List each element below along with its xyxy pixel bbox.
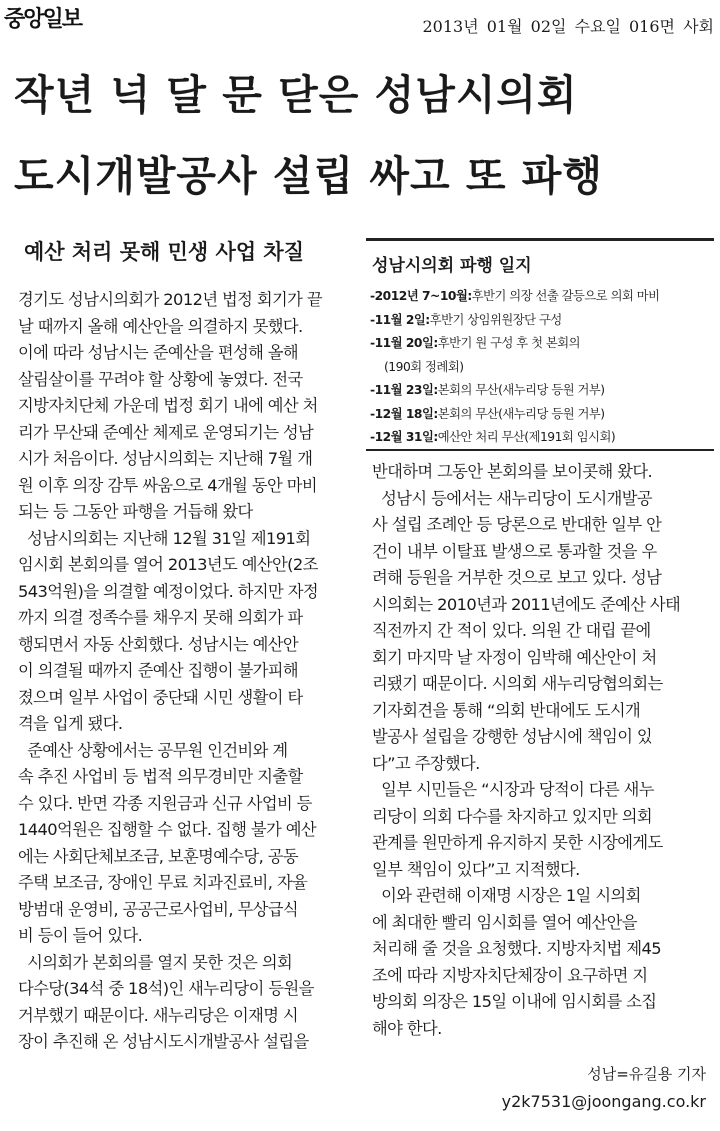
timeline-text: 후반기 원 구성 후 첫 본회의 xyxy=(437,336,581,350)
headline-line-1: 작년 넉 달 문 닫은 성남시의회 xyxy=(14,71,578,119)
article-line: 장이 추진해 온 성남시도시개발공사 설립을 xyxy=(18,1032,309,1051)
dateline: 2013년 01월 02일 수요일 016면 사회 xyxy=(422,17,714,36)
article-line: 되는 등 그동안 파행을 거듭해 왔다 xyxy=(18,502,253,521)
reporter-email: y2k7531@joongang.co.kr xyxy=(501,1092,706,1111)
subheadline: 예산 처리 못해 민생 사업 차질 xyxy=(24,240,304,264)
timeline-item xyxy=(370,285,714,309)
timeline-title: 성남시의회 파행 일지 xyxy=(372,256,532,276)
article-line: 543억원)을 의결할 예정이었다. 하지만 자정 xyxy=(18,581,318,601)
article-line: 성남시 등에서는 새누리당이 도시개발공 xyxy=(372,488,653,508)
timeline-text: 본회의 무산(새누리당 등원 거부) xyxy=(437,383,605,397)
article-line: 방의회 의장은 15일 이내에 임시회를 소집 xyxy=(372,992,657,1011)
article-column-left xyxy=(18,287,358,1056)
headline-line-2: 도시개발공사 설립 싸고 또 파행 xyxy=(14,152,603,200)
timeline-item xyxy=(370,309,714,333)
newspaper-logo: 중앙일보 xyxy=(4,7,82,32)
article-line: 경기도 성남시의회가 2012년 법정 회기가 끝 xyxy=(18,290,322,309)
article-line: 수 있다. 반면 각종 지원금과 신규 사업비 등 xyxy=(18,793,312,813)
timeline-list xyxy=(370,285,714,450)
article-line: 발공사 설립을 강행한 성남시에 책임이 있 xyxy=(372,727,653,746)
timeline-text: (190회 정례회) xyxy=(384,359,464,374)
article-line: 날 때까지 올해 예산안을 의결하지 못했다. xyxy=(18,316,303,336)
article-line: 에 최대한 빨리 임시회를 열어 예산안을 xyxy=(372,912,637,932)
article-line: 임시회 본회의를 열어 2013년도 예산안(2조 xyxy=(18,555,318,574)
article-line: 이에 따라 성남시는 준예산을 편성해 올해 xyxy=(18,343,299,362)
article-line: 리됐기 때문이다. 시의회 새누리당협의회는 xyxy=(372,674,663,693)
article-line: 속 추진 사업비 등 법적 의무경비만 지출할 xyxy=(18,767,303,786)
timeline-item xyxy=(370,379,714,403)
article-line: 준예산 상황에서는 공무원 인건비와 계 xyxy=(18,740,288,760)
masthead xyxy=(0,0,720,40)
timeline-item xyxy=(370,426,714,450)
article-line: 까지 의결 정족수를 채우지 못해 의회가 파 xyxy=(18,608,303,627)
article-line: 려해 등원을 거부한 것으로 보고 있다. 성남 xyxy=(372,568,662,587)
article-line: 조에 따라 지방자치단체장이 요구하면 지 xyxy=(372,965,648,985)
article-line: 해야 한다. xyxy=(372,1018,442,1038)
article-line: 거부했기 때문이다. 새누리당은 이재명 시 xyxy=(18,1005,299,1025)
article-line: 리가 무산돼 준예산 체제로 운영되기는 성남 xyxy=(18,422,314,442)
article-line: 회기 마지막 날 자정이 임박해 예산안이 처 xyxy=(372,647,657,667)
timeline-text: 후반기 의장 선출 갈등으로 의회 마비 xyxy=(471,289,660,303)
timeline-date: -12월 31일: xyxy=(370,430,438,444)
article-line: 시가 처음이다. 성남시의회는 지난해 7월 개 xyxy=(18,449,313,468)
article-line: 1440억원은 집행할 수 없다. 집행 불가 예산 xyxy=(18,820,316,839)
article-line: 성남시의회는 지난해 12월 31일 제191회 xyxy=(18,528,311,548)
article-line: 격을 입게 됐다. xyxy=(18,714,123,733)
timeline-date: -11월 20일: xyxy=(370,336,438,350)
article-line: 사 설립 조례안 등 당론으로 반대한 일부 안 xyxy=(372,515,662,534)
timeline-text: 후반기 상임위원장단 구성 xyxy=(429,312,562,327)
timeline-item xyxy=(370,403,714,427)
timeline-text: 본회의 무산(새누리당 등원 거부) xyxy=(437,406,605,421)
timeline-date: -2012년 7~10월: xyxy=(370,289,472,303)
timeline-text: 예산안 처리 무산(제191회 임시회) xyxy=(437,430,616,444)
timeline-item xyxy=(370,356,714,380)
article-line: 행되면서 자동 산회했다. 성남시는 예산안 xyxy=(18,634,299,654)
article-line: 관계를 원만하게 유지하지 못한 시장에게도 xyxy=(372,833,663,852)
article-line: 반대하며 그동안 본회의를 보이콧해 왔다. xyxy=(372,462,653,481)
timeline-box xyxy=(366,238,714,451)
timeline-date: -12월 18일: xyxy=(370,406,438,421)
article-line: 시의회가 본회의를 열지 못한 것은 의회 xyxy=(18,952,293,972)
article-line: 다”고 주장했다. xyxy=(372,753,480,773)
timeline-item xyxy=(370,332,714,356)
article-line: 일부 시민들은 “시장과 당적이 다른 새누 xyxy=(372,780,654,799)
article-line: 에는 사회단체보조금, 보훈명예수당, 공동 xyxy=(18,846,299,866)
article-column-right xyxy=(372,459,712,1042)
article-line: 이 의결될 때까지 준예산 집행이 불가피해 xyxy=(18,661,299,680)
article-line: 이와 관련해 이재명 시장은 1일 시의회 xyxy=(372,886,641,905)
article-line: 살림살이를 꾸려야 할 상황에 놓였다. 전국 xyxy=(18,369,303,389)
article-line: 주택 보조금, 장애인 무료 치과진료비, 자율 xyxy=(18,873,308,892)
reporter-byline: 성남=유길용 기자 xyxy=(587,1065,706,1083)
article-line: 일부 책임이 있다”고 지적했다. xyxy=(372,859,580,879)
article-line: 건이 내부 이탈표 발생으로 통과할 것을 우 xyxy=(372,541,657,561)
article-line: 원 이후 의장 감투 싸움으로 4개월 동안 마비 xyxy=(18,475,317,495)
article-line: 방범대 운영비, 공공근로사업비, 무상급식 xyxy=(18,899,299,919)
article-line: 다수당(34석 중 18석)인 새누리당이 등원을 xyxy=(18,979,314,998)
timeline-date: -11월 2일: xyxy=(370,312,430,327)
article-line: 비 등이 들어 있다. xyxy=(18,926,143,945)
article-line: 리당이 의회 다수를 차지하고 있지만 의회 xyxy=(372,806,653,826)
article-line: 졌으며 일부 사업이 중단돼 시민 생활이 타 xyxy=(18,687,303,707)
article-line: 직전까지 간 적이 있다. 의원 간 대립 끝에 xyxy=(372,621,651,640)
article-line: 지방자치단체 가운데 법정 회기 내에 예산 처 xyxy=(18,396,318,415)
article-line: 시의회는 2010년과 2011년에도 준예산 사태 xyxy=(372,594,681,614)
article-line: 기자회견을 통해 “의회 반대에도 도시개 xyxy=(372,700,641,720)
article-line: 처리해 줄 것을 요청했다. 지방자치법 제45 xyxy=(372,939,662,958)
timeline-date: -11월 23일: xyxy=(370,383,438,397)
